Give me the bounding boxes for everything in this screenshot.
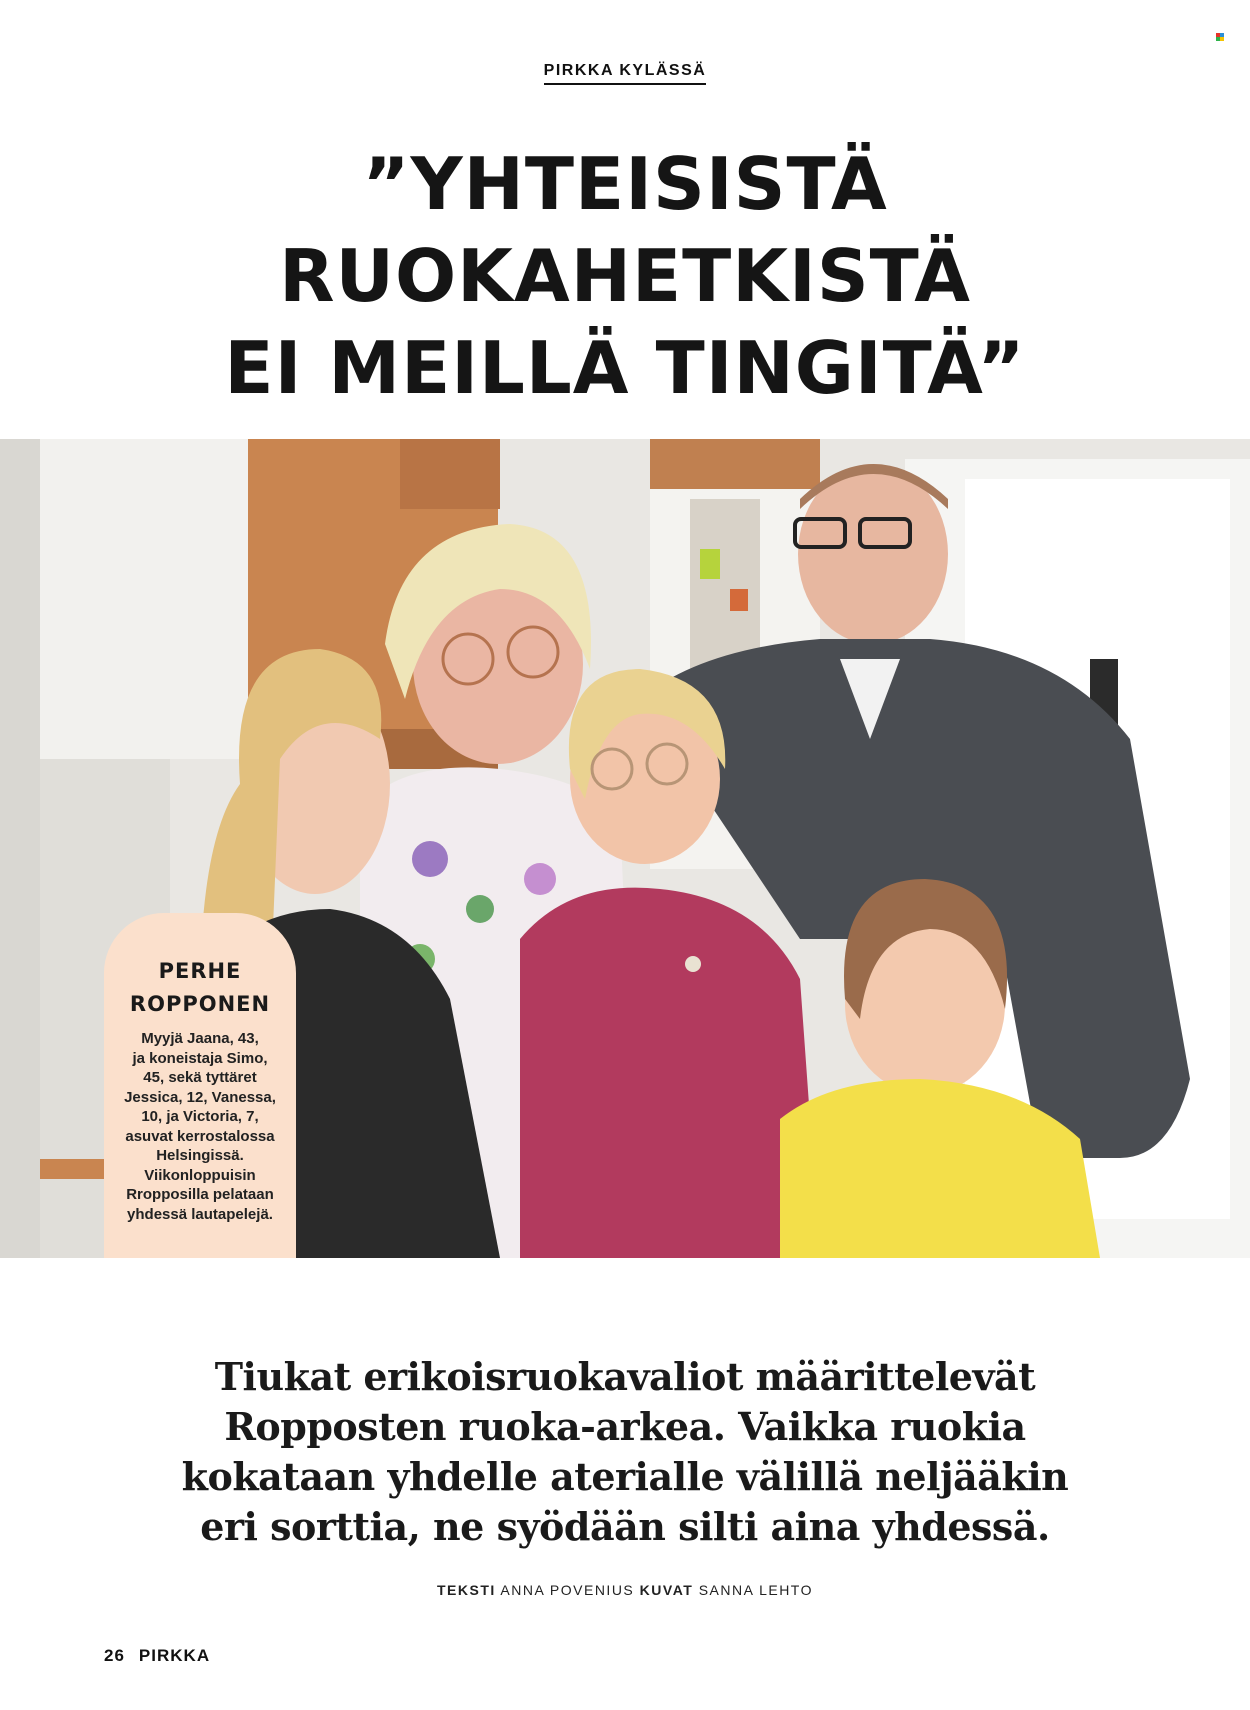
headline xyxy=(0,138,1250,414)
headline-line: EI MEILLÄ TINGITÄ” xyxy=(224,326,1026,410)
info-title-line: PERHE xyxy=(158,959,242,983)
lead-line: kokataan yhdelle aterialle välillä neljääkin xyxy=(181,1454,1069,1499)
info-text-line: asuvat kerrostalossa xyxy=(125,1127,275,1145)
headline-line: RUOKAHETKISTÄ xyxy=(279,234,971,318)
page-number: 26 xyxy=(104,1646,125,1665)
info-text-line: Myyjä Jaana, 43, xyxy=(141,1030,259,1047)
section-label xyxy=(0,62,1250,85)
lead-line: eri sorttia, ne syödään silti aina yhdessä. xyxy=(200,1504,1050,1549)
info-text-line: Rropposilla pelataan xyxy=(126,1186,274,1203)
section-label-text: PIRKKA KYLÄSSÄ xyxy=(544,62,707,85)
info-box-text xyxy=(116,1029,284,1224)
byline-writer: ANNA POVENIUS xyxy=(500,1582,635,1598)
byline-photo-label: KUVAT xyxy=(639,1582,694,1598)
info-text-line: yhdessä lautapelejä. xyxy=(127,1205,273,1223)
family-info-box xyxy=(104,913,296,1258)
byline-photographer: SANNA LEHTO xyxy=(698,1582,813,1598)
info-text-line: 45, sekä tyttäret xyxy=(143,1069,257,1086)
info-text-line: Helsingissä. xyxy=(156,1147,244,1164)
page-footer xyxy=(104,1646,224,1666)
lead-paragraph xyxy=(0,1352,1250,1552)
info-box-title xyxy=(116,955,284,1021)
magazine-name: PIRKKA xyxy=(138,1646,211,1665)
info-title-line: ROPPONEN xyxy=(129,992,271,1016)
info-text-line: Viikonloppuisin xyxy=(144,1166,256,1184)
headline-line: ”YHTEISISTÄ xyxy=(362,142,888,226)
byline-text-label: TEKSTI xyxy=(437,1582,496,1598)
info-text-line: ja koneistaja Simo, xyxy=(132,1049,268,1067)
byline xyxy=(0,1582,1250,1598)
lead-line: Ropposten ruoka-arkea. Vaikka ruokia xyxy=(224,1404,1026,1449)
info-text-line: Jessica, 12, Vanessa, xyxy=(124,1088,276,1106)
info-text-line: 10, ja Victoria, 7, xyxy=(141,1108,259,1125)
corner-color-mark xyxy=(1216,33,1224,41)
lead-line: Tiukat erikoisruokavaliot määrittelevät xyxy=(214,1354,1036,1399)
